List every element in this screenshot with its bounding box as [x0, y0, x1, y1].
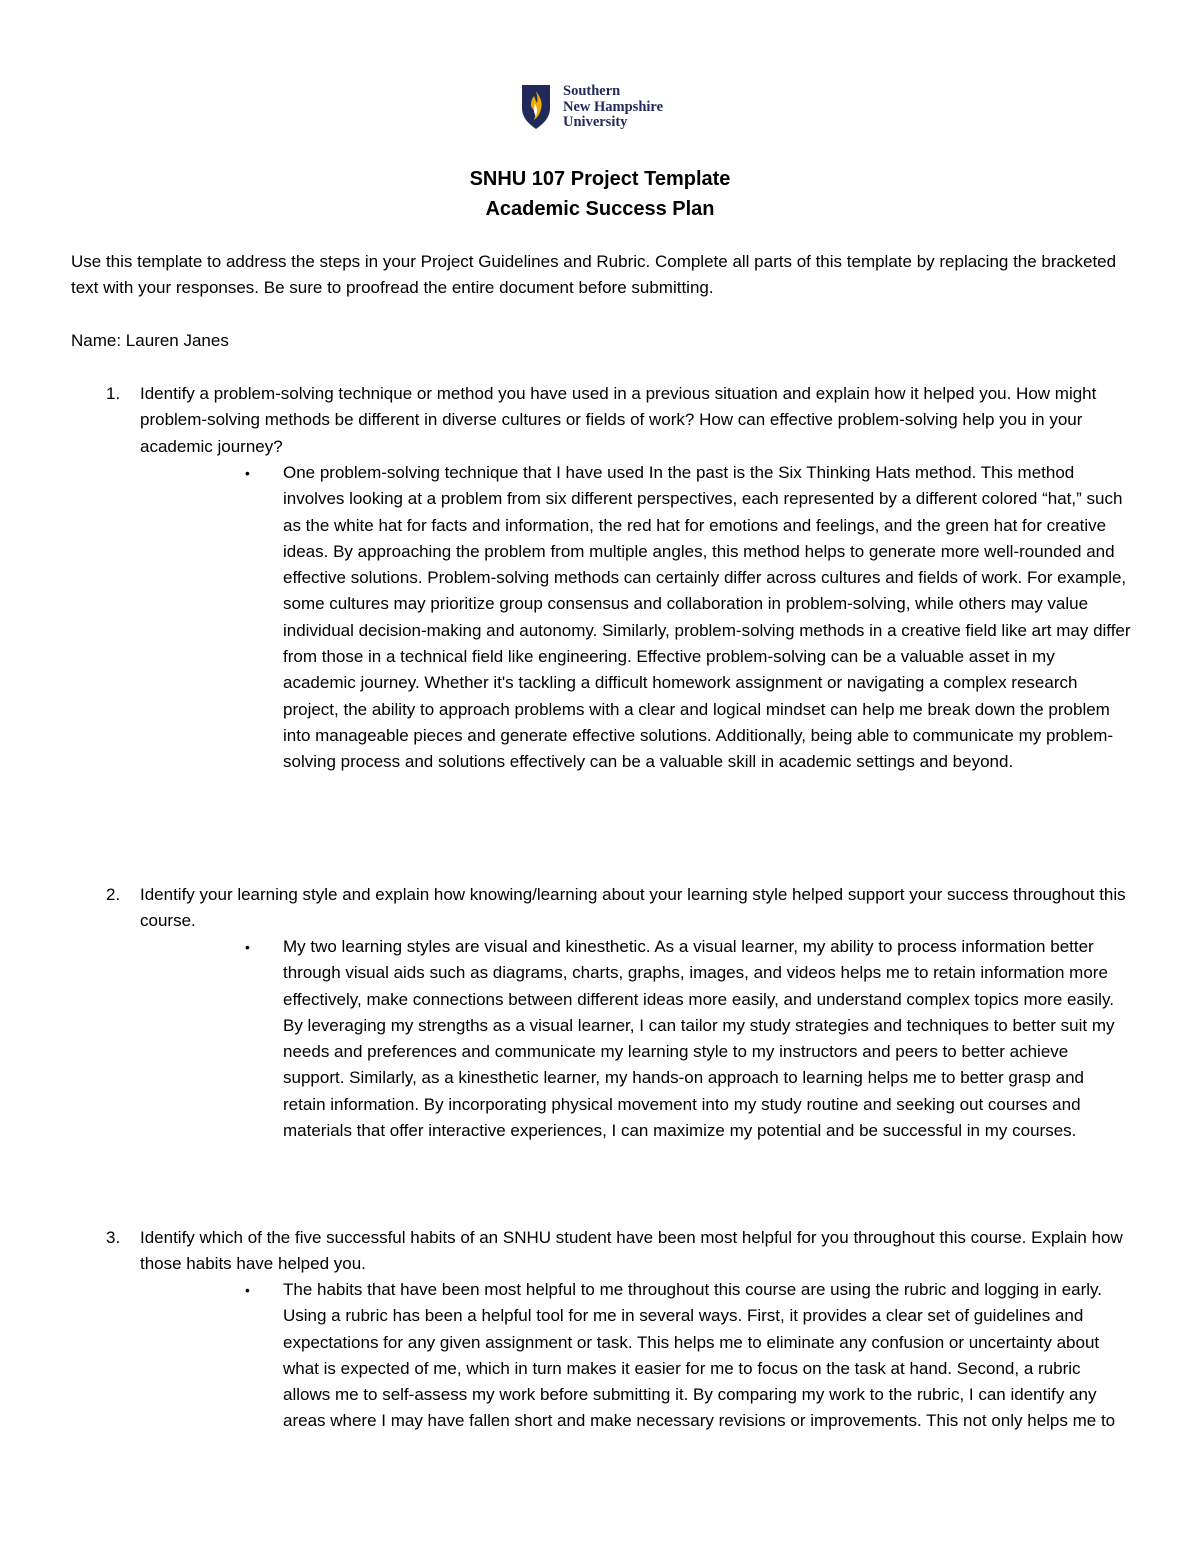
question-text: Identify your learning style and explain how knowing/learning about your learning style helped support your success throughout this course. — [140, 885, 1126, 931]
university-logo — [521, 84, 663, 131]
intro-paragraph: Use this template to address the steps in your Project Guidelines and Rubric. Complete all parts of this template by replacing the bracketed text with your responses. Be sure to proofread the entire document before submitting. — [71, 252, 1117, 298]
bullet-icon: • — [245, 465, 250, 481]
question-text: Identify a problem-solving technique or method you have used in a previous situation and explain how it helped you. How might problem-solving methods be different in diverse cultures or fields of work? How can effective problem-solving help you in your academic journey? — [140, 384, 1097, 456]
bullet-icon: • — [245, 939, 250, 955]
question-number: 2. — [106, 885, 121, 904]
university-name — [563, 84, 663, 131]
answer-1 — [245, 460, 1131, 776]
document-title — [0, 164, 1200, 224]
bullet-icon: • — [245, 1282, 250, 1298]
logo-line-2: New Hampshire — [563, 98, 664, 115]
logo-line-3: University — [563, 114, 628, 130]
answer-text: The habits that have been most helpful to me throughout this course are using the rubric and logging in early. Using a rubric has been a helpful tool for me in several ways. First, it provides a clear set of guidelines and expectations for any given assignment or task. This helps me to eliminate any confusion or uncertainty about what is expected of me, which in turn makes it easier for me to focus on the task at hand. Second, a rubric allows me to self-assess my work before submitting it. By comparing my work to the rubric, I can identify any areas where I may have fallen short and make necessary revisions or improvements. This not only helps me to — [283, 1280, 1116, 1431]
shield-flame-icon — [521, 84, 551, 130]
title-line-2: Academic Success Plan — [485, 198, 715, 220]
logo-line-1: Southern — [563, 83, 621, 99]
question-3 — [106, 1225, 1130, 1278]
answer-2 — [245, 934, 1131, 1144]
student-name: Name: Lauren Janes — [71, 331, 229, 350]
title-line-1: SNHU 107 Project Template — [469, 168, 731, 190]
answer-3 — [245, 1277, 1131, 1435]
answer-text: One problem-solving technique that I have used In the past is the Six Thinking Hats method. This method involves looking at a problem from six different perspectives, each represented by a different colored “hat,” such as the white hat for facts and information, the red hat for emotions and feelings, and the green hat for creative ideas. By approaching the problem from multiple angles, this method helps to generate more well-rounded and effective solutions. Problem-solving methods can certainly differ across cultures and fields of work. For example, some cultures may prioritize group consensus and collaboration in problem-solving, while others may value individual decision-making and autonomy. Similarly, problem-solving methods in a creative field like art may differ from those in a technical field like engineering. Effective problem-solving can be a valuable asset in my academic journey. Whether it's tackling a difficult homework assignment or navigating a complex research project, the ability to approach problems with a clear and logical mindset can help me break down the problem into manageable pieces and generate effective solutions. Additionally, being able to communicate my problem-solving process and solutions effectively can be a valuable skill in academic settings and beyond. — [283, 463, 1131, 772]
question-number: 3. — [106, 1228, 121, 1247]
question-2 — [106, 882, 1130, 935]
question-number: 1. — [106, 384, 121, 403]
answer-text: My two learning styles are visual and kinesthetic. As a visual learner, my ability to process information better through visual aids such as diagrams, charts, graphs, images, and videos helps me to retain information more effectively, make connections between different ideas more easily, and understand complex topics more easily. By leveraging my strengths as a visual learner, I can tailor my study strategies and techniques to better suit my needs and preferences and communicate my learning style to my instructors and peers to better achieve support. Similarly, as a kinesthetic learner, my hands-on approach to learning helps me to better grasp and retain information. By incorporating physical movement into my study routine and seeking out courses and materials that offer interactive experiences, I can maximize my potential and be successful in my courses. — [283, 937, 1115, 1141]
question-text: Identify which of the five successful habits of an SNHU student have been most helpful for you throughout this course. Explain how those habits have helped you. — [140, 1228, 1123, 1274]
question-1 — [106, 381, 1130, 460]
